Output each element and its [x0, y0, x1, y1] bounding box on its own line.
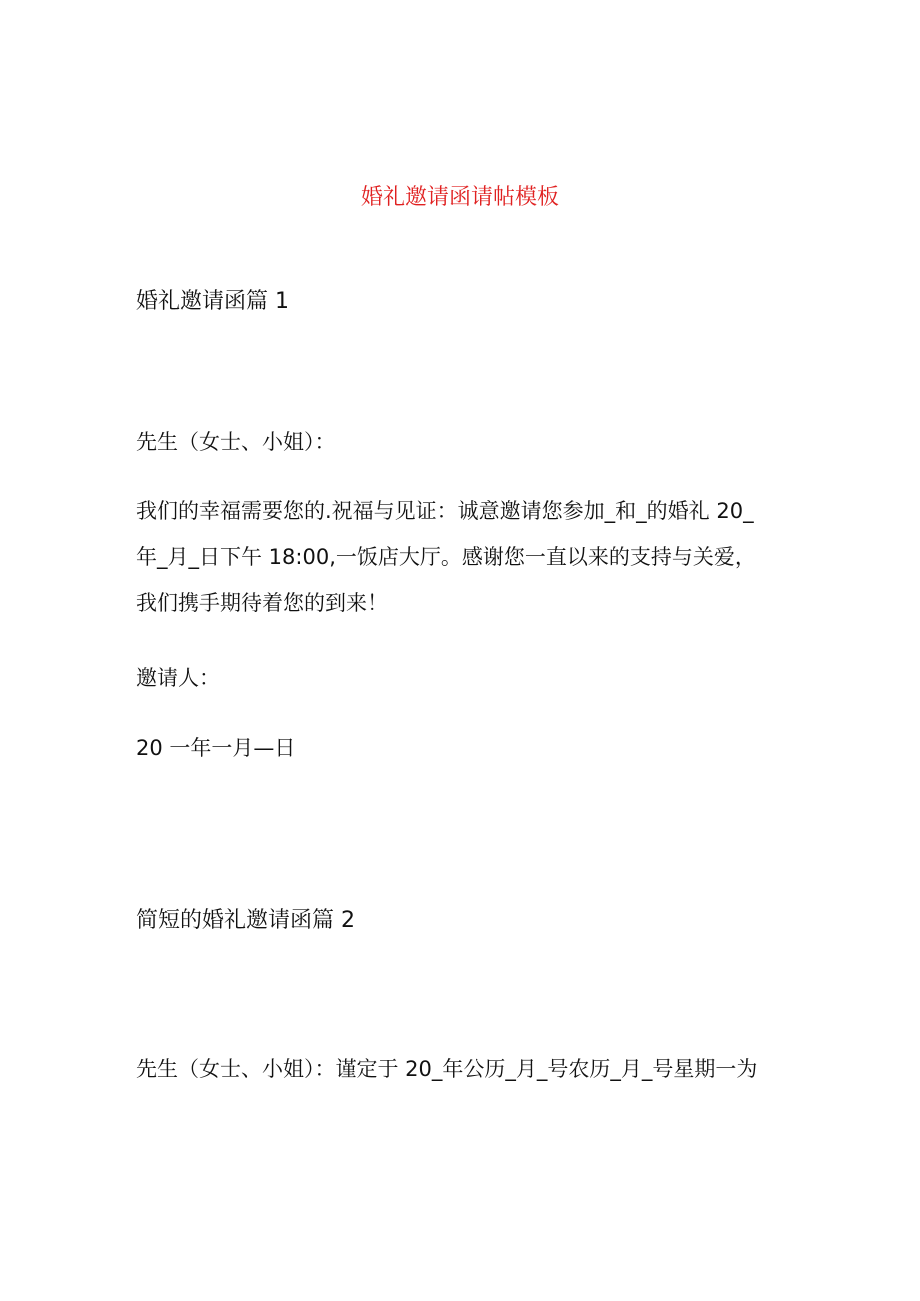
- section2-heading: 简短的婚礼邀请函篇 2: [136, 908, 355, 933]
- section1-body-line-1: 我们的幸福需要您的.祝福与见证：诚意邀请您参加_和_的婚礼 20_: [136, 499, 754, 523]
- section2-salutation-line: 先生（女士、小姐）：谨定于 20_年公历_月_号农历_月_号星期一为: [136, 1057, 758, 1081]
- section1-body-line-3: 我们携手期待着您的到来！: [136, 591, 388, 615]
- section1-date: 20 一年一月—日: [136, 736, 296, 760]
- document-title: 婚礼邀请函请帖模板: [360, 185, 559, 210]
- section1-heading: 婚礼邀请函篇 1: [136, 289, 289, 314]
- section1-salutation: 先生（女士、小姐）：: [136, 430, 336, 454]
- section1-body: [136, 488, 776, 626]
- section1-body-line-2: 年_月_日下午 18:00,一饭店大厅。感谢您一直以来的支持与关爱，: [136, 545, 756, 569]
- section1-inviter: 邀请人：: [136, 666, 220, 690]
